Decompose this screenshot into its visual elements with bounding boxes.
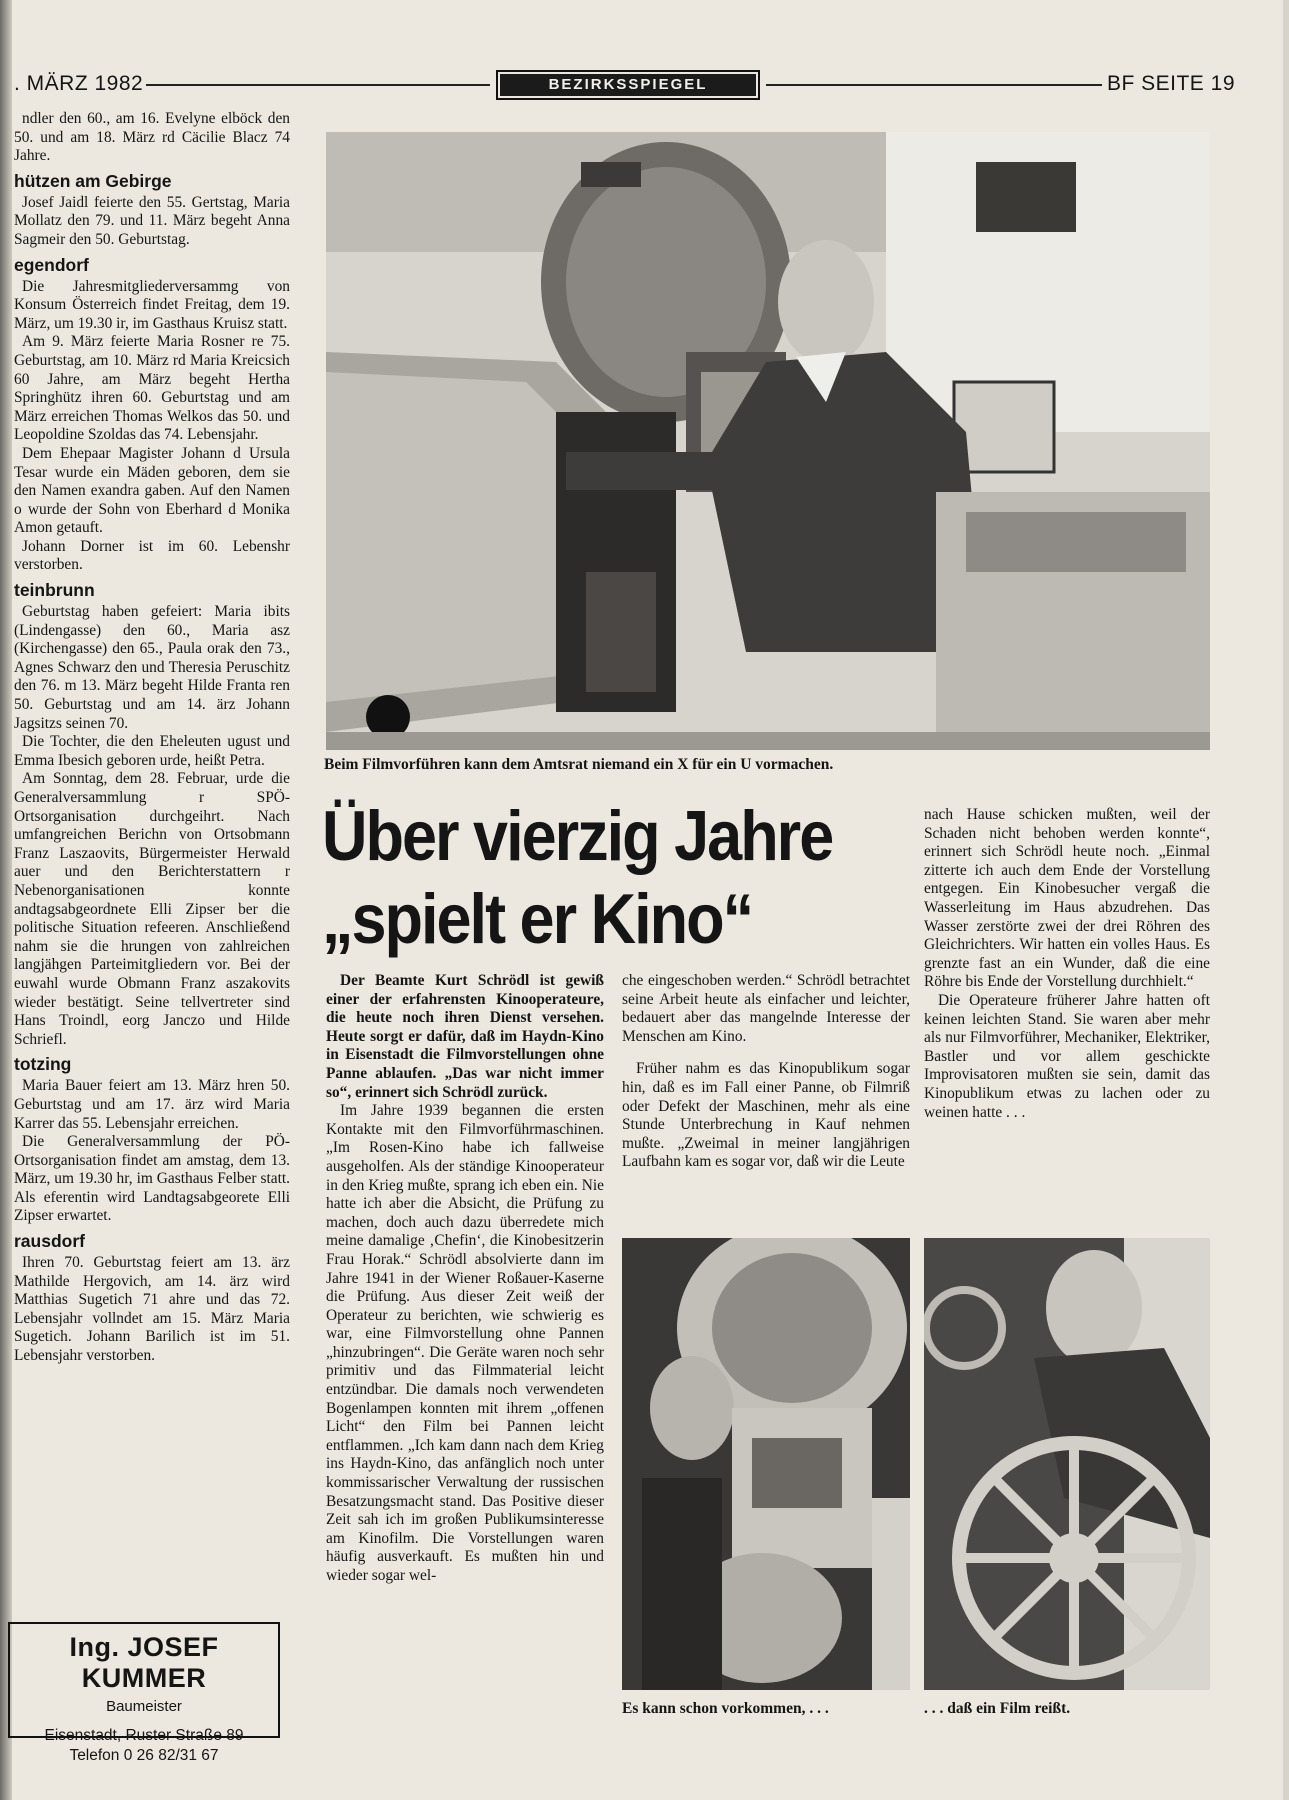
news-paragraph: Ihren 70. Geburtstag feiert am 13. ärz Mathilde Hergovich, am 14. ärz wird Matthias Sugetich 71 ahre und das 72. Lebensjahr vollndet am 15. März Maria Sugetich. Johann Barilich ist im 51. Lebensjahr verstorben. (14, 1254, 290, 1365)
section-label: BEZIRKSSPIEGEL (500, 74, 756, 96)
article-column-3 (924, 806, 1210, 1122)
section-label-box (496, 70, 760, 100)
headline-line-2: „spielt er Kino“ (322, 880, 753, 959)
scan-binding-edge (0, 0, 12, 1800)
news-paragraph: Am Sonntag, dem 28. Februar, urde die Generalversammlung r SPÖ-Ortsorganisation durchgeihrt. Nach umfangreichen Berichn von Ortsobmann Franz Laszaovits, Bürgermeister Herwald auer und den Berichterstattern r Nebenorganisationen konnte andtagsabgeordnete Elli Zipser ber die politische Situation refeeren. Anschließend nahm sie die hrungen von zahlreichen langjähgen Parteimitgliedern vor. Bei der euwahl wurde Obmann Franz aszakovits wieder bestätigt. Seine tellvertreter sind Hans Troindl, eorg Janczo und Hilde Schriefl. (14, 770, 290, 1048)
ad-address: Eisenstadt, Ruster Straße 89 (44, 1727, 244, 1744)
heading-stotzing: totzing (14, 1054, 72, 1075)
heading-steinbrunn: teinbrunn (14, 580, 95, 601)
article-column-2 (622, 972, 910, 1172)
page-header (14, 70, 1235, 100)
headline-line-1: Über vierzig Jahre (322, 797, 833, 876)
news-paragraph: Johann Dorner ist im 60. Lebenshr verstorben. (14, 537, 290, 574)
news-paragraph: Dem Ehepaar Magister Johann d Ursula Tesar wurde ein Mäden geboren, dem sie den Namen exandra gaben. Auf den Namen o wurde der Sohn von Eberhard d Monika Amon getauft. (14, 444, 290, 537)
article-paragraph: Im Jahre 1939 begannen die ersten Kontakte mit den Filmvorführmaschinen. „Im Rosen-Kino habe ich fallweise ausgeholfen. Als der ständige Kinooperateur in den Krieg mußte, sprang ich eben ein. Nie hatte ich aber die Absicht, die Prüfung zu machen, doch auch dazu überredete mich meine damalige ‚Chefin‘, die Kinobesitzerin Frau Horak.“ Schrödl absolvierte dann im Jahre 1941 in der Wiener Roßauer-Kaserne die Prüfung. Aus dieser Zeit weiß der Operateur zu berichten, wie schwierig es war, eine Filmvorstellung ohne Pannen „hinzubringen“. Die Geräte waren noch sehr primitiv und das Filmmaterial leicht entzündbar. Die damals noch verwendeten Bogenlampen konnten mit ihrem „offenen Licht“ den Film bei Pannen leicht entflammen. „Ich kam dann nach dem Krieg ins Haydn-Kino, das anfänglich noch unter kommissarischer Verwaltung der russischen Besatzungsmacht stand. Das Positive dieser Zeit sah ich im großen Publikumsinteresse am Kinofilm. Die Vorstellungen waren häufig ausverkauft. Es mußten hin und wieder sogar wel- (326, 1102, 604, 1584)
news-paragraph: Am 9. März feierte Maria Rosner re 75. Geburtstag, am 10. März rd Maria Kreicsich 60 Jahre, am März begeht Hertha Springhütz ihren 60. Geburtstag und am März erreichen Thomas Welkos das 50. und Leopoldine Szoldas das 74. Lebensjahr. (14, 333, 290, 444)
article-lead: Der Beamte Kurt Schrödl ist gewiß einer der erfahrensten Kinooperateure, die heute noch ihren Dienst versehen. Heute sorgt er dafür, daß im Haydn-Kino in Eisenstadt die Filmvorstellungen ohne Panne ablaufen. „Das war nicht immer so“, erinnert sich Schrödl zurück. (326, 972, 604, 1101)
scan-right-edge (1283, 0, 1289, 1800)
header-rule-left (146, 84, 490, 86)
news-paragraph: Die Generalversammlung der PÖ-Ortsorganisation findet am amstag, dem 13. März, um 19.30 hr, im Gasthaus Felber statt. Als eferentin wird Landtagsabgeorete Elli Zipser erwartet. (14, 1133, 290, 1225)
photo-projector-closeup (622, 1238, 910, 1690)
article-column-1 (326, 972, 604, 1586)
main-photo-caption: Beim Filmvorführen kann dem Amtsrat niemand ein X für ein U vormachen. (324, 756, 834, 773)
photo-film-reel (924, 1238, 1210, 1690)
news-paragraph: Die Tochter, die den Eheleuten ugust und Emma Ibesich geboren urde, heißt Petra. (14, 733, 290, 769)
heading-schuetzen: hützen am Gebirge (14, 170, 172, 191)
ad-name: Ing. JOSEF KUMMER (69, 1632, 219, 1693)
news-paragraph: Maria Bauer feiert am 13. März hren 50. Geburtstag und am 17. ärz wird Maria Karrer das 55. Lebensjahr erreichen. (14, 1077, 290, 1132)
photo-3-caption: . . . daß ein Film reißt. (924, 1700, 1071, 1717)
article-paragraph: che eingeschoben werden.“ Schrödl betrachtet seine Arbeit heute als einfacher und leichter, bedauert aber das mangelnde Interesse der Menschen am Kino. (622, 972, 910, 1045)
page-number: BF SEITE 19 (1106, 72, 1235, 95)
photo-2-caption: Es kann schon vorkommen, . . . (622, 1700, 829, 1717)
header-rule-right (766, 84, 1102, 86)
ad-title: Baumeister (106, 1698, 182, 1715)
heading-siegendorf: egendorf (14, 254, 89, 275)
news-paragraph: Die Jahresmitgliederversammg von Konsum Österreich findet Freitag, dem 19. März, um 19.30 ir, im Gasthaus Kruisz statt. (14, 277, 290, 332)
news-paragraph: ndler den 60., am 16. Evelyne elböck den 50. und am 18. März rd Cäcilie Blacz 74 Jahre. (14, 110, 290, 165)
issue-date: . MÄRZ 1982 (14, 72, 144, 95)
main-photo-projectionist (326, 132, 1210, 750)
heading-trausdorf: rausdorf (14, 1231, 85, 1252)
advertisement-box (8, 1622, 280, 1764)
district-news-column (14, 110, 290, 1366)
article-headline (322, 795, 882, 961)
ad-phone: Telefon 0 26 82/31 67 (69, 1747, 219, 1764)
article-paragraph: nach Hause schicken mußten, weil der Schaden nicht behoben werden konnte“, erinnert sich Schrödl heute noch. „Einmal zitterte ich auch dem Ende der Vorstellung entgegen. Ein Kinobesucher vergaß die Wasserleitung im Haus abzudrehen. Das Wasser zerstörte zwei der drei Röhren des Gleichrichters. Wir hatten ein volles Haus. Es grenzte fast an ein Wunder, daß die eine Röhre bis Ende der Vorstellung durchhielt.“ (924, 806, 1210, 991)
article-paragraph: Früher nahm es das Kinopublikum sogar hin, daß es im Fall einer Panne, ob Filmriß oder Defekt der Maschinen, mehr als eine Stunde Unterbrechung in Kauf nehmen mußte. „Zweimal in meiner langjährigen Laufbahn kam es sogar vor, daß wir die Leute (622, 1060, 910, 1171)
article-paragraph: Die Operateure früherer Jahre hatten oft keinen leichten Stand. Sie waren aber mehr als nur Filmvorführer, Mechaniker, Elektriker, Bastler und vor allem geschickte Improvisatoren mußten sie sein, damit das Kinopublikum etwas zu lachen oder zu weinen hatte . . . (924, 991, 1210, 1121)
news-paragraph: Geburtstag haben gefeiert: Maria ibits (Lindengasse) den 60., Maria asz (Kirchengasse) den 65., Paula orak den 73., Agnes Schwarz den und Theresia Peruschitz den 76. m 13. März begeht Hilde Franta ren 50. Geburtstag und am 14. ärz Johann Jagsitzs seinen 70. (14, 603, 290, 732)
news-paragraph: Josef Jaidl feierte den 55. Gertstag, Maria Mollatz den 79. und 11. März begeht Anna Sagmeir den 50. Geburtstag. (14, 193, 290, 248)
